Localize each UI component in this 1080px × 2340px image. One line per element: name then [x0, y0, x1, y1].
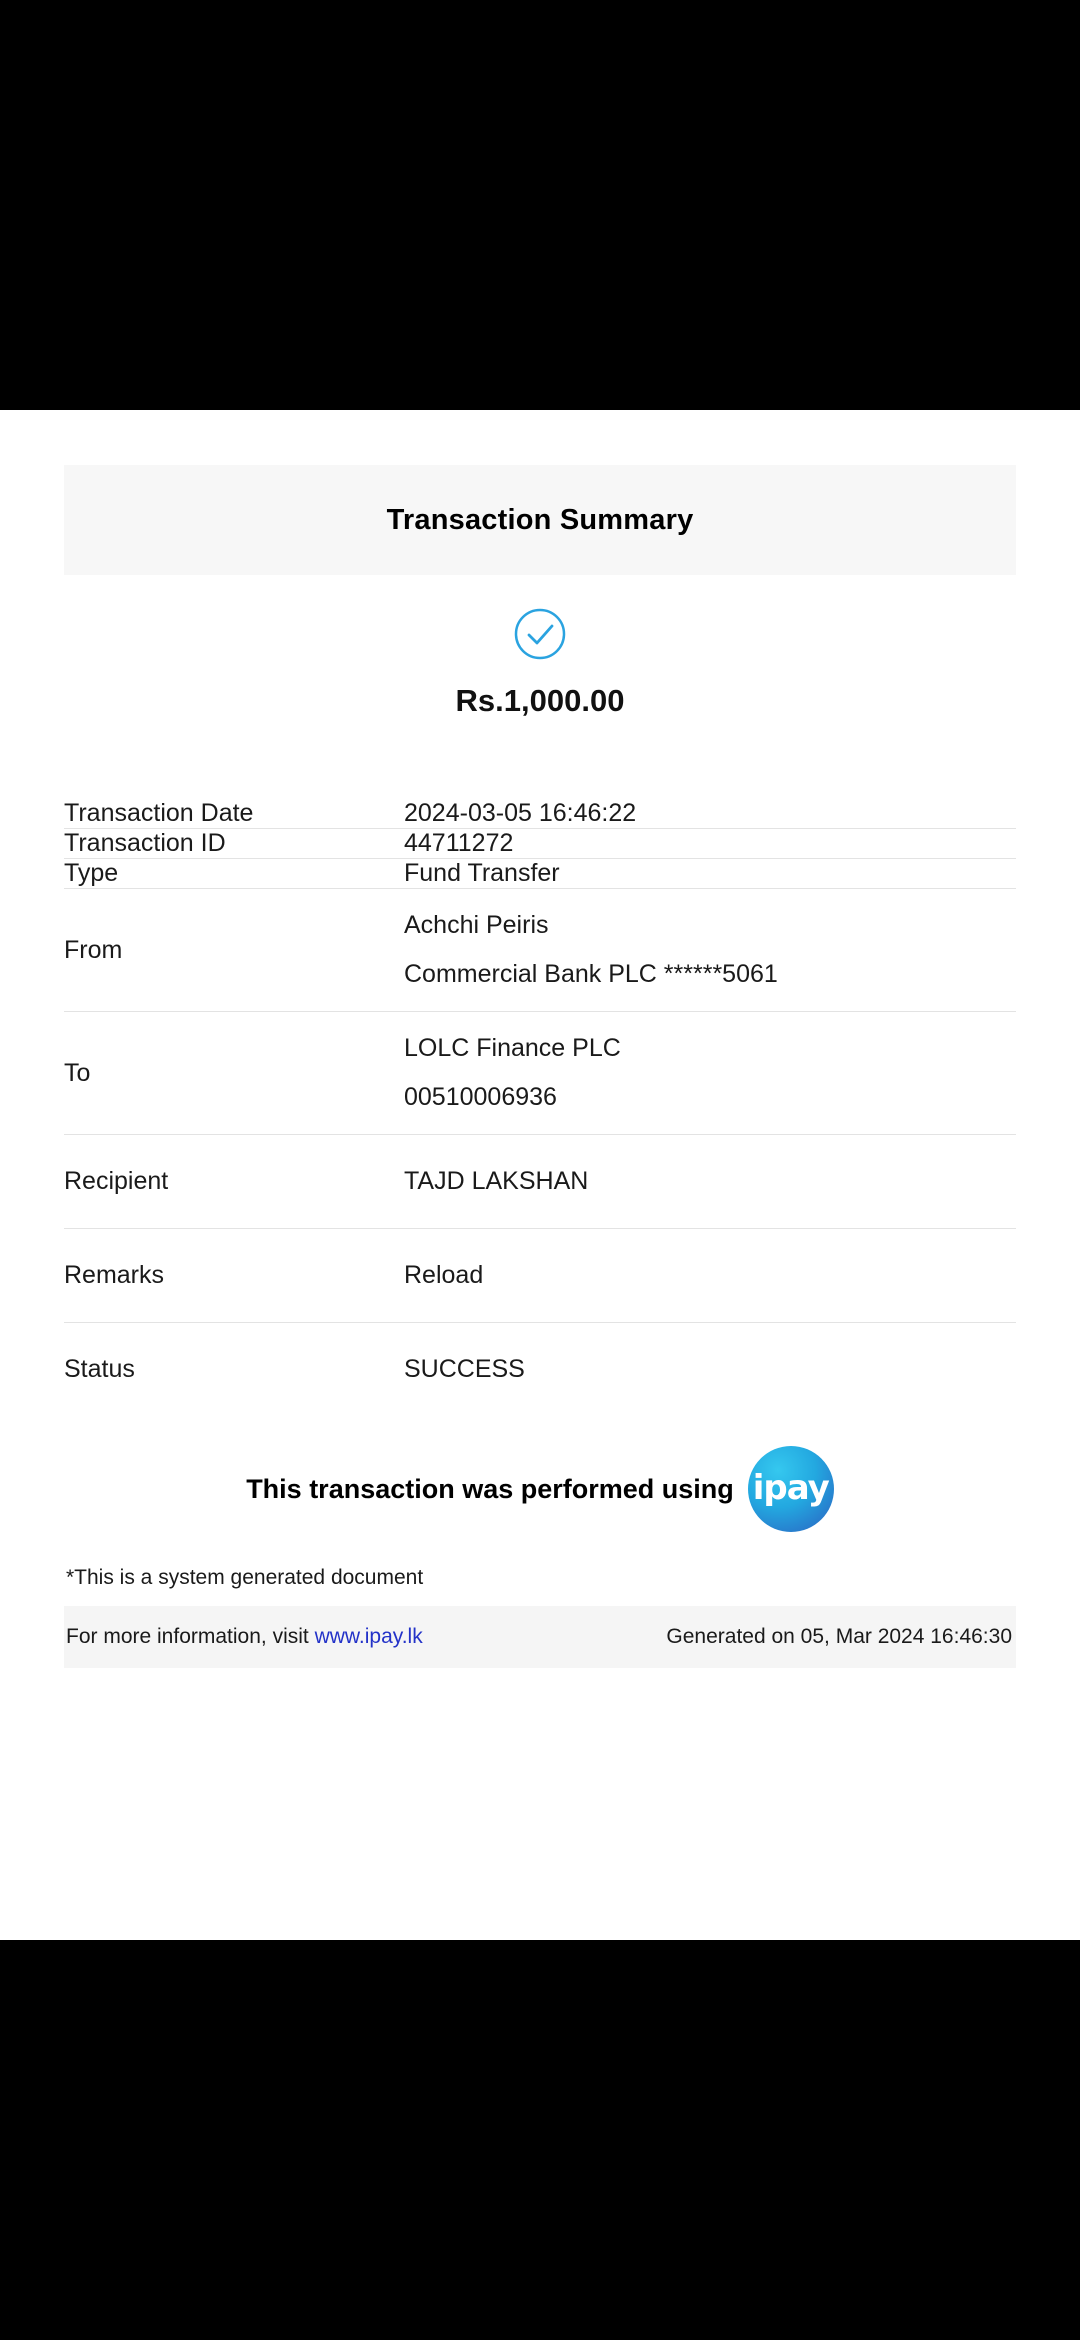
row-label: To: [64, 1012, 404, 1135]
table-row: [64, 1012, 1016, 1135]
row-value-line: Achchi Peiris: [404, 911, 549, 939]
document-header: [64, 465, 1016, 575]
table-row: [64, 829, 1016, 859]
table-row: [64, 799, 1016, 829]
row-label: Type: [64, 859, 404, 889]
table-row: [64, 1135, 1016, 1229]
row-value: [404, 859, 1016, 889]
row-value: [404, 1229, 1016, 1323]
document-inner: [64, 465, 1016, 1668]
status-badge: [404, 1323, 1016, 1417]
table-row: [64, 889, 1016, 1012]
row-value-line: Reload: [404, 1261, 484, 1289]
transaction-details-table: [64, 799, 1016, 1416]
status-value: SUCCESS: [404, 1355, 525, 1383]
row-label: Transaction Date: [64, 799, 404, 829]
check-circle-icon: [513, 607, 567, 661]
page-title: Transaction Summary: [386, 503, 694, 536]
row-value-line: 44711272: [404, 829, 514, 857]
table-row: [64, 859, 1016, 889]
row-value: [404, 1135, 1016, 1229]
ipay-website-link[interactable]: www.ipay.lk: [314, 1625, 423, 1648]
row-value: [404, 829, 1016, 859]
document-footer: [64, 1606, 1016, 1668]
row-label: Recipient: [64, 1135, 404, 1229]
row-value-line: 2024-03-05 16:46:22: [404, 799, 637, 827]
ipay-logo-text: ipay: [752, 1468, 829, 1508]
row-value: [404, 1012, 1016, 1135]
row-value: [404, 799, 1016, 829]
system-generated-note: *This is a system generated document: [66, 1566, 424, 1589]
row-label: Transaction ID: [64, 829, 404, 859]
row-label: Remarks: [64, 1229, 404, 1323]
footer-info-prefix: For more information, visit: [66, 1625, 315, 1648]
performed-using-text: This transaction was performed using: [246, 1473, 734, 1504]
footer-generated-on: Generated on 05, Mar 2024 16:46:30: [666, 1625, 1012, 1648]
row-value-line: 00510006936: [404, 1083, 557, 1111]
ipay-logo-icon: [748, 1446, 834, 1532]
row-value: [404, 889, 1016, 1012]
amount-value: Rs.1,000.00: [455, 683, 625, 718]
row-value-line: Fund Transfer: [404, 859, 560, 887]
footer-info: [66, 1625, 423, 1649]
row-value-line: LOLC Finance PLC: [404, 1034, 621, 1062]
performed-using-row: [64, 1446, 1016, 1532]
table-row: [64, 1229, 1016, 1323]
status-icon-wrap: [64, 607, 1016, 661]
status-label: Status: [64, 1355, 135, 1383]
row-value-line: TAJD LAKSHAN: [404, 1167, 589, 1195]
table-row: [64, 1323, 1016, 1417]
row-value-line: Commercial Bank PLC ******5061: [404, 960, 778, 988]
row-label: From: [64, 889, 404, 1012]
transaction-summary-document: [0, 410, 1080, 1940]
